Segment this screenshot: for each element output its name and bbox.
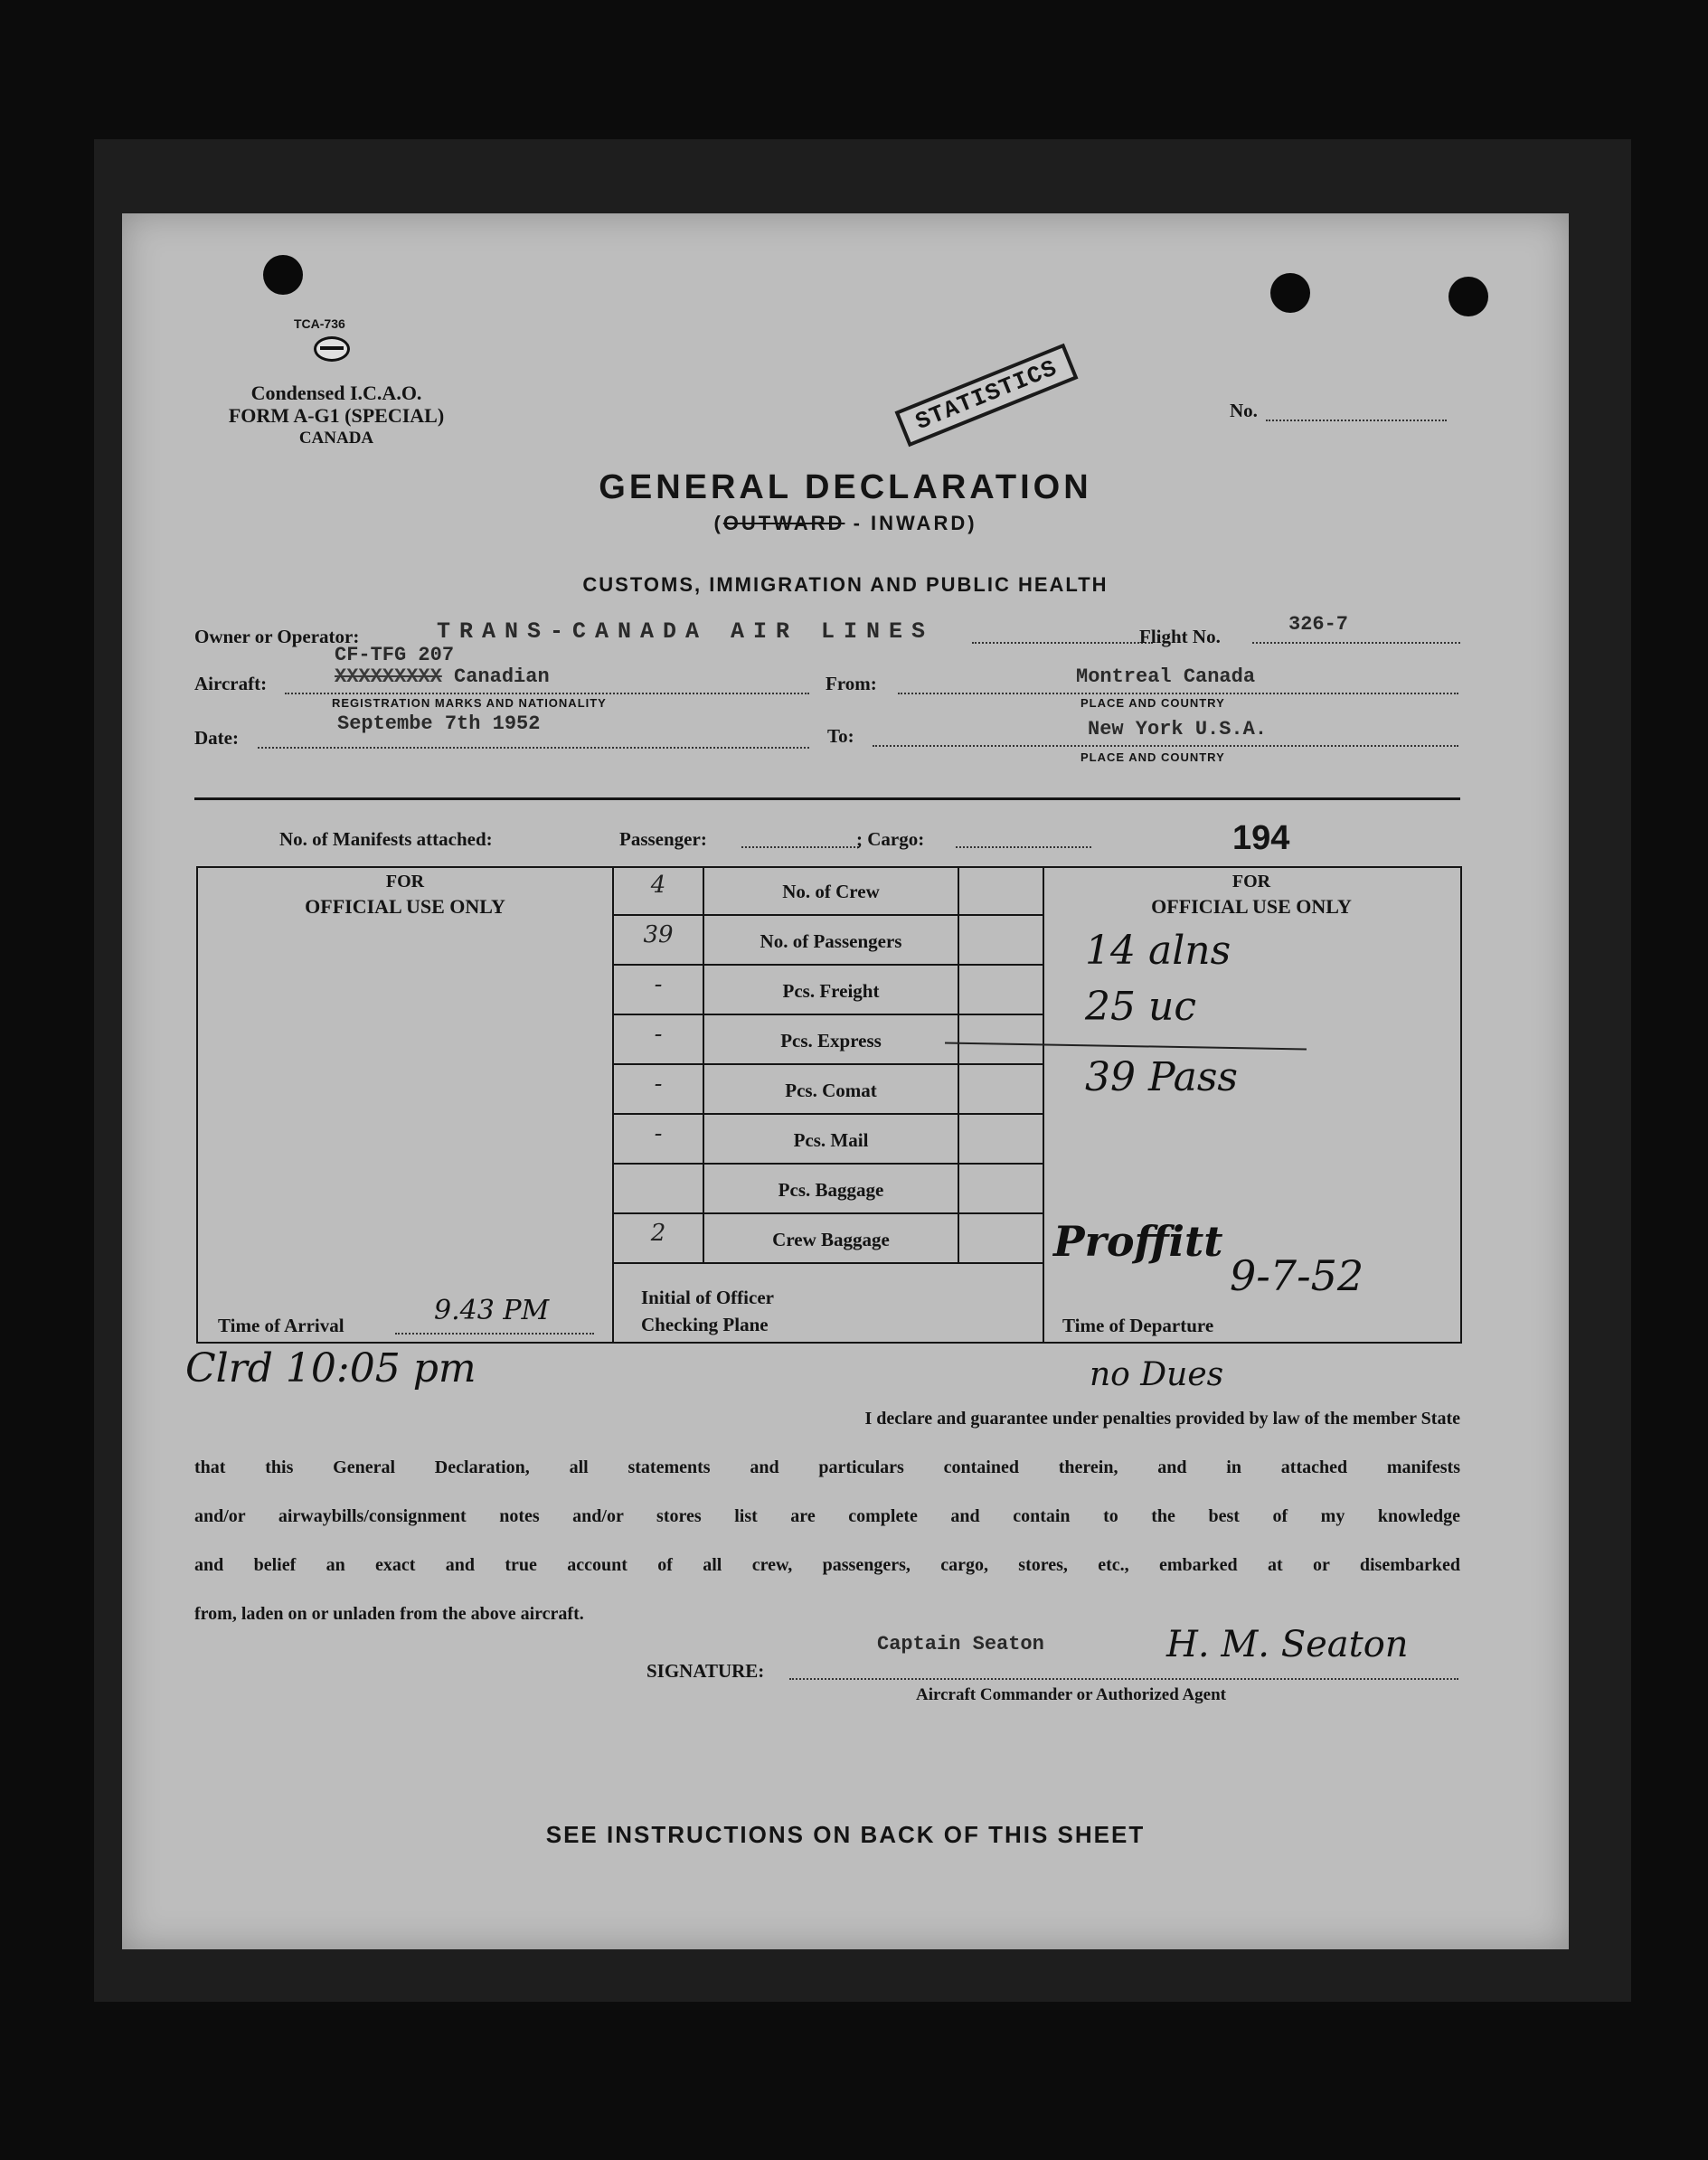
signature-label: SIGNATURE: [646, 1660, 765, 1682]
manifests-cargo-field [956, 846, 1091, 848]
to-label: To: [827, 725, 854, 747]
aircraft-dotline [285, 693, 809, 694]
departure-label: Time of Departure [1062, 1315, 1214, 1336]
declaration-text: I declare and guarantee under penalties provided by law of the member State that this General Declaration, all statements and particulars contained therein, and in attached manifests and/or airwaybills/consignment notes and/or stores list are complete and contain to the best of my knowledge and belief an exact and true account of all crew, passengers, cargo, stores, etc., embarked at or disembarked from, laden on or unladen from the above aircraft. [194, 1409, 1460, 1624]
aircraft-value: XXXXXXXXX Canadian [335, 665, 550, 688]
table-divider-right [1043, 866, 1044, 1342]
grid-col-divider [703, 866, 704, 1264]
aircraft-subcaption: REGISTRATION MARKS AND NATIONALITY [332, 696, 607, 710]
number-field [1266, 420, 1447, 421]
grid-value: 2 [650, 1220, 666, 1247]
punch-hole [263, 255, 303, 295]
to-subcaption: PLACE AND COUNTRY [1080, 750, 1225, 764]
grid-label: Pcs. Express [780, 1030, 882, 1052]
grid-row [614, 1165, 1043, 1214]
right-note-aliens: 14 alns [1085, 928, 1231, 974]
arrival-label: Time of Arrival [218, 1315, 344, 1336]
left-for-label: FOR [385, 872, 425, 891]
date-dotline [258, 747, 809, 749]
grid-col-divider [958, 866, 959, 1264]
grid-label: Pcs. Mail [793, 1129, 869, 1151]
arrival-dotline [395, 1333, 594, 1335]
signature-dotline [789, 1678, 1458, 1680]
flight-value: 326-7 [1288, 613, 1349, 636]
page-title: GENERAL DECLARATION [599, 468, 1092, 506]
grid-label: Crew Baggage [772, 1229, 890, 1250]
punch-hole [1270, 273, 1310, 313]
tca-logo-icon [314, 336, 350, 362]
form-code: TCA-736 [294, 316, 345, 331]
form-line-3: CANADA [298, 429, 374, 448]
divider [194, 797, 1460, 800]
signature-subcaption: Aircraft Commander or Authorized Agent [916, 1685, 1227, 1704]
cleared-time: Clrd 10:05 pm [185, 1345, 477, 1391]
grid-row [614, 1115, 1043, 1165]
grid-label: Pcs. Baggage [778, 1179, 884, 1201]
manifests-passenger-field [741, 846, 859, 848]
aircraft-label: Aircraft: [194, 673, 268, 694]
grid-row [614, 866, 1043, 916]
from-subcaption: PLACE AND COUNTRY [1080, 696, 1225, 710]
declaration-form-sheet [122, 213, 1569, 1949]
captain-name: Captain Seaton [877, 1633, 1044, 1655]
manifest-number: 194 [1232, 819, 1290, 857]
left-official-label: OFFICIAL USE ONLY [305, 895, 505, 918]
footer-instructions: SEE INSTRUCTIONS ON BACK OF THIS SHEET [545, 1821, 1146, 1848]
form-line-2: FORM A-G1 (SPECIAL) [228, 404, 445, 427]
to-dotline [873, 745, 1458, 747]
date-label: Date: [194, 727, 239, 749]
grid-row [614, 916, 1043, 966]
owner-value: TRANS-CANADA AIR LINES [437, 618, 935, 645]
grid-label: Pcs. Comat [785, 1080, 877, 1101]
from-label: From: [826, 673, 877, 694]
date-value: Septembe 7th 1952 [337, 712, 541, 735]
grid-row [614, 1015, 1043, 1065]
number-label: No. [1230, 400, 1258, 421]
flight-dotline [1252, 642, 1460, 644]
owner-label: Owner or Operator: [194, 626, 360, 647]
grid-value: - [654, 1120, 663, 1147]
statistics-stamp: STATISTICS [894, 344, 1078, 448]
center-grid [614, 866, 1043, 1264]
grid-row [614, 966, 1043, 1015]
owner-dotline [972, 642, 1153, 644]
punch-hole [1448, 277, 1488, 316]
page-subtitle: (OUTWARD - INWARD) [713, 512, 977, 534]
from-value: Montreal Canada [1076, 665, 1256, 688]
captain-signature: H. M. Seaton [1166, 1624, 1409, 1665]
arrival-value: 9.43 PM [434, 1295, 550, 1326]
grid-value: 39 [643, 921, 674, 948]
right-official-label: OFFICIAL USE ONLY [1151, 895, 1352, 918]
officer-signature: Proffitt [1053, 1217, 1223, 1266]
grid-label: No. of Crew [782, 881, 880, 902]
outward-struck: OUTWARD [722, 512, 845, 534]
right-note-passengers: 39 Pass [1085, 1054, 1238, 1100]
form-line-1: Condensed I.C.A.O. [250, 382, 422, 404]
grid-row [614, 1065, 1043, 1115]
signature-date: 9-7-52 [1230, 1251, 1364, 1300]
from-dotline [898, 693, 1458, 694]
no-dues-note: no Dues [1090, 1356, 1224, 1393]
grid-value: 4 [650, 872, 666, 899]
grid-label: No. of Passengers [760, 930, 902, 952]
grid-label: Pcs. Freight [782, 980, 880, 1002]
right-note-us-citizens: 25 uc [1085, 984, 1196, 1030]
right-for-label: FOR [1231, 872, 1271, 891]
grid-value: - [654, 1071, 663, 1098]
manifests-label: No. of Manifests attached: [279, 828, 493, 850]
grid-row [614, 1214, 1043, 1264]
manifests-cargo-label: ; Cargo: [856, 828, 925, 850]
aircraft-registration: CF-TFG 207 [335, 644, 455, 666]
section-heading: CUSTOMS, IMMIGRATION AND PUBLIC HEALTH [582, 573, 1109, 596]
grid-value: - [654, 1021, 663, 1048]
flight-label: Flight No. [1139, 626, 1221, 647]
manifests-passenger-label: Passenger: [619, 828, 707, 850]
to-value: New York U.S.A. [1088, 718, 1268, 740]
initial-of-officer: Initial of Officer Checking Plane [641, 1287, 774, 1335]
grid-value: - [654, 971, 663, 998]
